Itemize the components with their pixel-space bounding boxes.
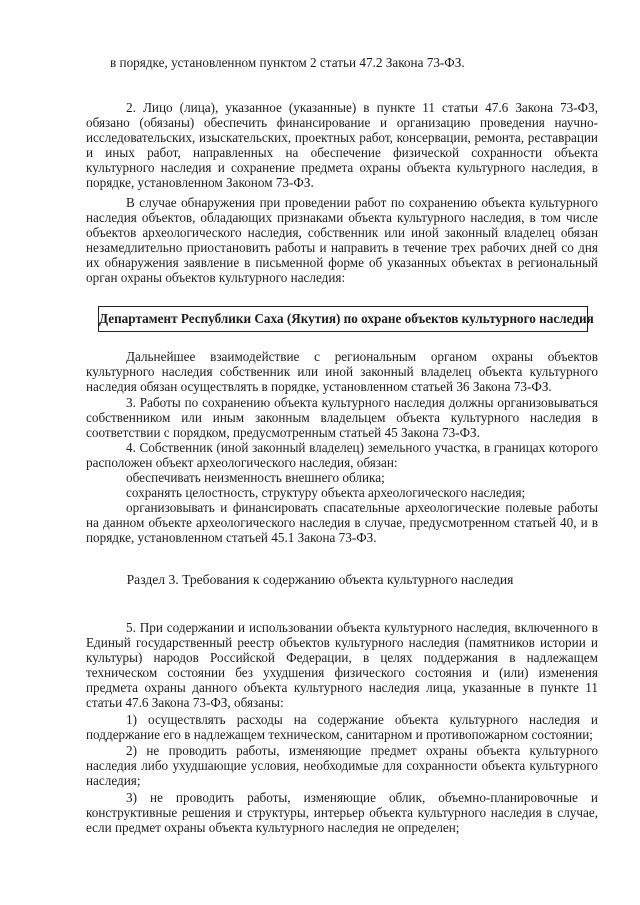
paragraph-5-item-3: 3) не проводить работы, изменяющие облик, объемно-планировочные и конструктивные решения и структуры, интерьер объекта культурного наследия в случае, если предмет охраны объекта культурного наследия не определен;: [86, 790, 598, 835]
regional-authority-box: Департамент Республики Саха (Якутия) по охране объектов культурного наследия: [98, 306, 588, 332]
paragraph-4-item-a: обеспечивать неизменность внешнего облика;: [126, 470, 385, 485]
paragraph-5-item-1: 1) осуществлять расходы на содержание объекта культурного наследия и поддержание его в надлежащем техническом, санитарном и противопожарном состоянии;: [86, 712, 598, 742]
paragraph-3: 3. Работы по сохранению объекта культурного наследия должны организовываться собственником или иным законным владельцем объекта культурного наследия в соответствии с порядком, предусмотренным статьей 45 Закона 73-ФЗ.: [86, 395, 598, 440]
paragraph-interaction: Дальнейшее взаимодействие с региональным органом охраны объектов культурного наследия собственник или иной законный владелец объекта культурного наследия обязан осуществлять в порядке, установленном статьей 36 Закона 73-ФЗ.: [86, 349, 598, 394]
carryover-line: в порядке, установленном пунктом 2 статьи 47.2 Закона 73-ФЗ.: [110, 55, 465, 70]
paragraph-4-item-b: сохранять целостность, структуру объекта археологического наследия;: [126, 485, 526, 500]
section-3-title: Раздел 3. Требования к содержанию объекта культурного наследия: [126, 572, 514, 587]
paragraph-discovery: В случае обнаружения при проведении работ по сохранению объекта культурного наследия объектов, обладающих признаками объекта культурного наследия, в том числе объектов археологического наследия, собственник или иной законный владелец обязан незамедлительно приостановить работы и направить в течение трех рабочих дней со дня их обнаружения заявление в письменной форме об указанных объектах в региональный орган охраны объектов культурного наследия:: [86, 195, 598, 285]
paragraph-4: 4. Собственник (иной законный владелец) земельного участка, в границах которого расположен объект археологического наследия, обязан:: [86, 440, 598, 470]
paragraph-5: 5. При содержании и использовании объекта культурного наследия, включенного в Единый государственный реестр объектов культурного наследия (памятников истории и культуры) народов Российской Федерации, в целях поддержания в надлежащем техническом состоянии без ухудшения физического состояния и (или) изменения предмета охраны данного объекта культурного наследия лица, указанные в пункте 11 статьи 47.6 Закона 73-ФЗ, обязаны:: [86, 620, 598, 710]
paragraph-4-item-c: организовывать и финансировать спасательные археологические полевые работы на данном объекте археологического наследия в случае, предусмотренном статьей 40, и в порядке, установленном статьей 45.1 Закона 73-ФЗ.: [86, 500, 598, 545]
paragraph-2: 2. Лицо (лица), указанное (указанные) в пункте 11 статьи 47.6 Закона 73-ФЗ, обязано (обязаны) обеспечить финансирование и организацию проведения научно-исследовательских, изыскательских, проектных работ, консервации, ремонта, реставрации и иных работ, направленных на обеспечение физической сохранности объекта культурного наследия и сохранение предмета охраны объекта культурного наследия, в порядке, установленном Законом 73-ФЗ.: [86, 100, 598, 190]
paragraph-5-item-2: 2) не проводить работы, изменяющие предмет охраны объекта культурного наследия либо ухудшающие условия, необходимые для сохранности объекта культурного наследия;: [86, 743, 598, 788]
